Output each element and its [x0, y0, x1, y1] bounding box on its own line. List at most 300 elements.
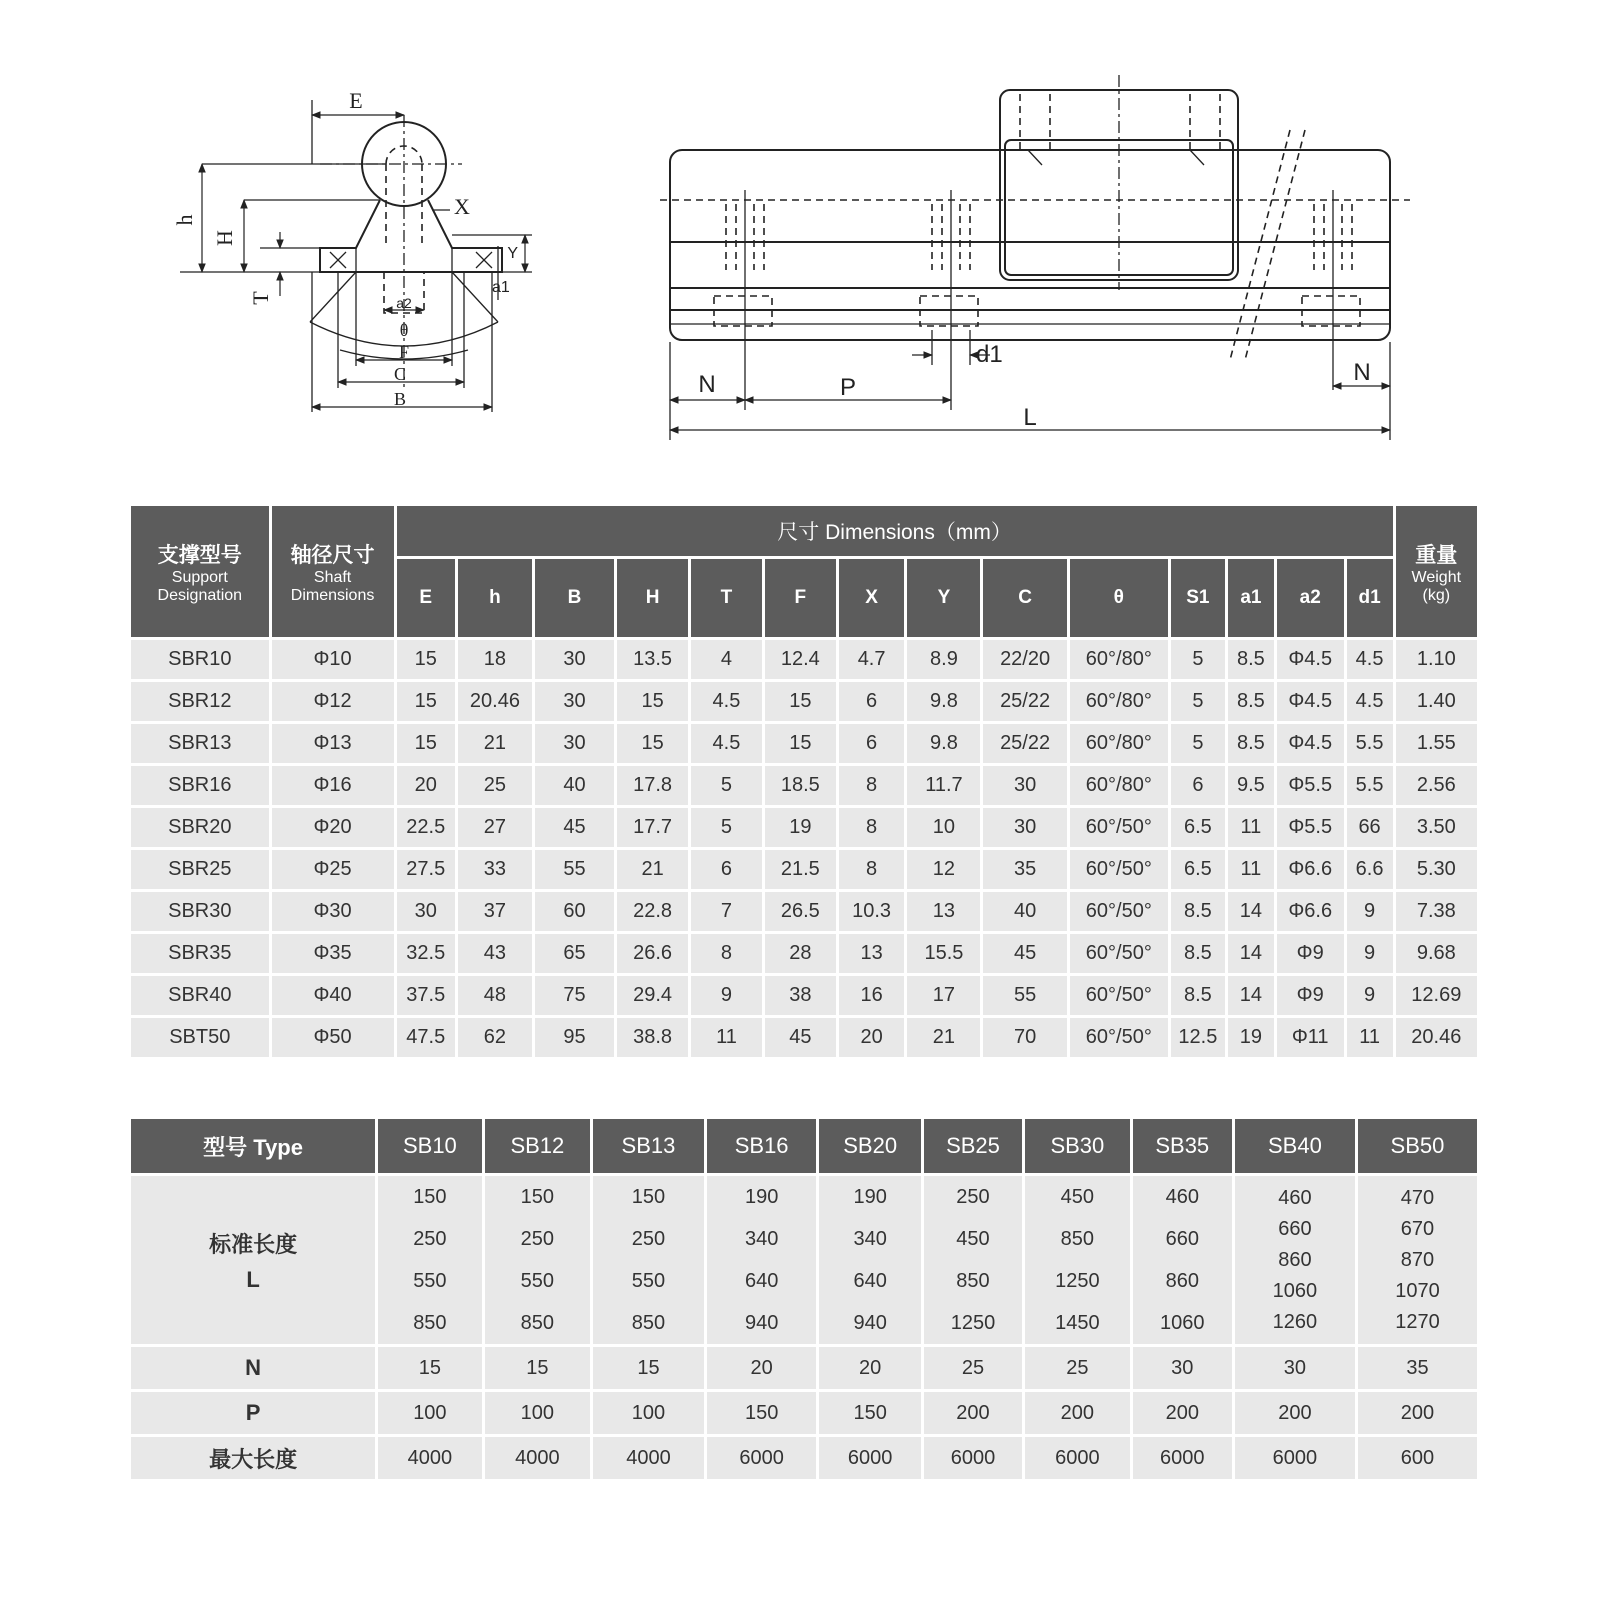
- length-value: 460: [1165, 1186, 1199, 1208]
- length-value: 1060: [1160, 1312, 1205, 1334]
- table-cell: 14: [1228, 976, 1274, 1015]
- table-cell: 6: [1171, 766, 1225, 805]
- length-value: 860: [1165, 1270, 1199, 1292]
- type-header: SB16: [707, 1119, 817, 1173]
- table-cell: 8.5: [1228, 640, 1274, 679]
- table-cell: 4.5: [691, 682, 762, 721]
- table-cell: 40: [535, 766, 614, 805]
- table-cell: 22/20: [983, 640, 1066, 679]
- label-P: P: [839, 374, 857, 401]
- table-cell: 60°/80°: [1070, 766, 1168, 805]
- table-cell: 35: [1358, 1347, 1477, 1389]
- table-row: [131, 808, 1477, 847]
- table-cell: 45: [535, 808, 614, 847]
- table-cell: 55: [535, 850, 614, 889]
- label-a2: a2: [396, 295, 412, 311]
- table-cell: Φ9: [1277, 976, 1344, 1015]
- table-cell: 22.8: [617, 892, 688, 931]
- table-cell: 33: [458, 850, 532, 889]
- table-cell: 15: [765, 682, 836, 721]
- length-value: 940: [744, 1312, 779, 1334]
- table-cell: 150: [707, 1392, 817, 1434]
- table-cell: 60°/50°: [1070, 850, 1168, 889]
- length-cell: [378, 1176, 481, 1344]
- table-cell: 5.30: [1396, 850, 1477, 889]
- column-header: S1: [1171, 559, 1225, 637]
- column-header: F: [765, 559, 836, 637]
- length-value: 640: [744, 1270, 779, 1292]
- table-cell: 9.5: [1228, 766, 1274, 805]
- type-header: SB20: [819, 1119, 920, 1173]
- length-value: 1450: [1055, 1312, 1100, 1334]
- length-value: 1250: [950, 1312, 996, 1334]
- table-cell: 17.7: [617, 808, 688, 847]
- table-cell: 200: [1358, 1392, 1477, 1434]
- table-cell: 20: [839, 1018, 905, 1057]
- table-cell: 45: [765, 1018, 836, 1057]
- table-cell: 70: [983, 1018, 1066, 1057]
- length-value: 850: [413, 1312, 447, 1334]
- table-cell: Φ16: [272, 766, 394, 805]
- table-cell: 1.40: [1396, 682, 1477, 721]
- table-cell: 15: [765, 724, 836, 763]
- label-N-right: N: [1353, 359, 1371, 386]
- table-cell: Φ30: [272, 892, 394, 931]
- table-cell: 30: [983, 766, 1066, 805]
- table-cell: 6000: [924, 1437, 1022, 1479]
- table-cell: 5: [691, 766, 762, 805]
- table-cell: 15: [617, 682, 688, 721]
- table-cell: 62: [458, 1018, 532, 1057]
- column-header: X: [839, 559, 905, 637]
- column-header: T: [691, 559, 762, 637]
- table-cell: 8.5: [1228, 724, 1274, 763]
- table-cell: 29.4: [617, 976, 688, 1015]
- label-T: T: [248, 291, 273, 305]
- table-cell: 20: [819, 1347, 920, 1389]
- table-cell: 200: [1235, 1392, 1355, 1434]
- row-label-max-length: 最大长度: [131, 1437, 375, 1479]
- table-cell: 15: [378, 1347, 481, 1389]
- table-cell: 95: [535, 1018, 614, 1057]
- length-cell: [1133, 1176, 1232, 1344]
- type-table: [128, 1116, 1480, 1482]
- table-cell: 9: [691, 976, 762, 1015]
- length-value: 870: [1400, 1248, 1435, 1271]
- table-cell: 35: [983, 850, 1066, 889]
- table-cell: Φ6.6: [1277, 850, 1344, 889]
- table-cell: 5: [1171, 682, 1225, 721]
- table-cell: 8: [839, 808, 905, 847]
- length-cell: [1358, 1176, 1477, 1344]
- table-cell: 20.46: [1396, 1018, 1477, 1057]
- table-row: [131, 934, 1477, 973]
- table-cell: 9: [1347, 976, 1393, 1015]
- table-cell: 8: [839, 850, 905, 889]
- type-header: SB10: [378, 1119, 481, 1173]
- label-Y: Y: [507, 245, 518, 262]
- length-value: 850: [631, 1312, 666, 1334]
- length-value: 1270: [1395, 1310, 1440, 1333]
- table-cell: 30: [397, 892, 455, 931]
- length-value: 150: [631, 1186, 666, 1208]
- table-cell: SBR13: [131, 724, 269, 763]
- table-cell: 5.5: [1347, 766, 1393, 805]
- length-cell: [485, 1176, 591, 1344]
- header-support-designation: 支撑型号 Support Designation: [131, 506, 269, 637]
- table-row: [131, 976, 1477, 1015]
- table-cell: 12: [907, 850, 980, 889]
- side-view-diagram: [660, 70, 1460, 470]
- table-cell: 6000: [1025, 1437, 1129, 1479]
- table-cell: 48: [458, 976, 532, 1015]
- table-cell: Φ4.5: [1277, 682, 1344, 721]
- table-cell: 5.5: [1347, 724, 1393, 763]
- table-cell: 32.5: [397, 934, 455, 973]
- table-cell: 37.5: [397, 976, 455, 1015]
- type-header: SB35: [1133, 1119, 1232, 1173]
- table-cell: 5: [1171, 724, 1225, 763]
- table-cell: Φ12: [272, 682, 394, 721]
- table-cell: 13: [907, 892, 980, 931]
- table-cell: 60°/50°: [1070, 808, 1168, 847]
- column-header: d1: [1347, 559, 1393, 637]
- table-cell: 14: [1228, 934, 1274, 973]
- length-value: 550: [520, 1270, 555, 1292]
- length-value: 460: [1278, 1186, 1312, 1209]
- table-cell: 47.5: [397, 1018, 455, 1057]
- length-value: 450: [1060, 1186, 1095, 1208]
- row-label-N: N: [131, 1347, 375, 1389]
- table-row: [131, 892, 1477, 931]
- table-cell: SBR35: [131, 934, 269, 973]
- table-cell: Φ35: [272, 934, 394, 973]
- table-cell: 60°/80°: [1070, 682, 1168, 721]
- table-cell: 15.5: [907, 934, 980, 973]
- length-value: 550: [413, 1270, 447, 1292]
- table-cell: 8.5: [1171, 934, 1225, 973]
- table-cell: 21: [458, 724, 532, 763]
- table-cell: 60°/50°: [1070, 1018, 1168, 1057]
- table-cell: 4000: [485, 1437, 591, 1479]
- length-cell: [707, 1176, 817, 1344]
- table-cell: 200: [924, 1392, 1022, 1434]
- table-cell: 20.46: [458, 682, 532, 721]
- table-cell: 18.5: [765, 766, 836, 805]
- table-cell: 10: [907, 808, 980, 847]
- table-cell: 4.5: [1347, 682, 1393, 721]
- table-cell: 4.7: [839, 640, 905, 679]
- label-theta: θ: [399, 320, 409, 340]
- type-header: SB40: [1235, 1119, 1355, 1173]
- table-cell: 26.6: [617, 934, 688, 973]
- table-cell: SBR10: [131, 640, 269, 679]
- label-N-left: N: [698, 371, 716, 398]
- length-cell: [819, 1176, 920, 1344]
- table-cell: 5: [691, 808, 762, 847]
- table-cell: 1.10: [1396, 640, 1477, 679]
- table-cell: 11: [1228, 850, 1274, 889]
- table-cell: 17: [907, 976, 980, 1015]
- table-cell: 15: [397, 640, 455, 679]
- table-cell: 2.56: [1396, 766, 1477, 805]
- table-row: [131, 766, 1477, 805]
- table-cell: 25: [924, 1347, 1022, 1389]
- header-shaft-dimensions: 轴径尺寸 Shaft Dimensions: [272, 506, 394, 637]
- type-header: SB12: [485, 1119, 591, 1173]
- table-cell: Φ11: [1277, 1018, 1344, 1057]
- table-cell: SBT50: [131, 1018, 269, 1057]
- table-cell: 200: [1025, 1392, 1129, 1434]
- table-cell: 4.5: [691, 724, 762, 763]
- table-cell: 100: [485, 1392, 591, 1434]
- length-value: 670: [1400, 1217, 1435, 1240]
- header-dimensions: 尺寸 Dimensions（mm）: [397, 506, 1393, 556]
- table-cell: 21: [617, 850, 688, 889]
- column-header: H: [617, 559, 688, 637]
- table-cell: 60°/50°: [1070, 934, 1168, 973]
- label-B: B: [393, 389, 407, 409]
- table-cell: 26.5: [765, 892, 836, 931]
- length-value: 340: [853, 1228, 887, 1250]
- table-cell: 150: [819, 1392, 920, 1434]
- label-L: L: [1023, 404, 1037, 431]
- table-cell: 65: [535, 934, 614, 973]
- table-cell: 100: [378, 1392, 481, 1434]
- table-cell: 1.55: [1396, 724, 1477, 763]
- table-cell: 6000: [1235, 1437, 1355, 1479]
- table-cell: SBR20: [131, 808, 269, 847]
- table-cell: 11: [1347, 1018, 1393, 1057]
- table-cell: 27.5: [397, 850, 455, 889]
- label-d1: d1: [976, 341, 1003, 368]
- table-cell: 4000: [378, 1437, 481, 1479]
- length-value: 850: [956, 1270, 990, 1292]
- table-cell: 9.8: [907, 682, 980, 721]
- length-value: 190: [744, 1186, 779, 1208]
- table-cell: 30: [1235, 1347, 1355, 1389]
- table-cell: 38: [765, 976, 836, 1015]
- table-cell: 4: [691, 640, 762, 679]
- length-cell: [1025, 1176, 1129, 1344]
- table-cell: Φ50: [272, 1018, 394, 1057]
- table-cell: 7: [691, 892, 762, 931]
- length-cell: [924, 1176, 1022, 1344]
- table-cell: 9.8: [907, 724, 980, 763]
- label-a1: a1: [492, 279, 510, 296]
- table-cell: 6000: [707, 1437, 817, 1479]
- spec-table: [128, 503, 1480, 1060]
- table-cell: 43: [458, 934, 532, 973]
- table-cell: 9: [1347, 892, 1393, 931]
- column-header: C: [983, 559, 1066, 637]
- column-header: E: [397, 559, 455, 637]
- table-cell: Φ10: [272, 640, 394, 679]
- column-header: h: [458, 559, 532, 637]
- table-cell: 28: [765, 934, 836, 973]
- row-label-P: P: [131, 1392, 375, 1434]
- length-value: 660: [1278, 1217, 1312, 1240]
- length-value: 1070: [1395, 1279, 1440, 1302]
- table-cell: Φ5.5: [1277, 808, 1344, 847]
- column-header: a2: [1277, 559, 1344, 637]
- length-value: 250: [413, 1228, 447, 1250]
- table-cell: 15: [397, 724, 455, 763]
- table-cell: SBR12: [131, 682, 269, 721]
- length-value: 250: [631, 1228, 666, 1250]
- table-cell: 25/22: [983, 682, 1066, 721]
- table-cell: 6.5: [1171, 808, 1225, 847]
- table-cell: 8.9: [907, 640, 980, 679]
- table-row: [131, 640, 1477, 679]
- table-cell: 6: [839, 682, 905, 721]
- table-cell: 19: [765, 808, 836, 847]
- table-cell: 15: [593, 1347, 704, 1389]
- table-cell: 11: [691, 1018, 762, 1057]
- label-H: H: [212, 230, 237, 246]
- table-cell: 12.5: [1171, 1018, 1225, 1057]
- table-cell: Φ5.5: [1277, 766, 1344, 805]
- table-cell: 30: [535, 724, 614, 763]
- length-value: 940: [853, 1312, 887, 1334]
- table-cell: 6000: [819, 1437, 920, 1479]
- length-value: 1260: [1272, 1310, 1318, 1333]
- support-body: [320, 200, 502, 272]
- table-cell: 15: [617, 724, 688, 763]
- table-cell: 30: [535, 640, 614, 679]
- table-cell: 4.5: [1347, 640, 1393, 679]
- table-cell: 16: [839, 976, 905, 1015]
- length-value: 150: [413, 1186, 447, 1208]
- table-cell: 55: [983, 976, 1066, 1015]
- table-cell: 5: [1171, 640, 1225, 679]
- table-cell: 13: [839, 934, 905, 973]
- table-cell: 18: [458, 640, 532, 679]
- length-value: 340: [744, 1228, 779, 1250]
- table-cell: 3.50: [1396, 808, 1477, 847]
- length-value: 860: [1278, 1248, 1312, 1271]
- table-cell: Φ25: [272, 850, 394, 889]
- table-row: [131, 850, 1477, 889]
- table-cell: 9.68: [1396, 934, 1477, 973]
- table-cell: 27: [458, 808, 532, 847]
- table-cell: 21.5: [765, 850, 836, 889]
- column-header: a1: [1228, 559, 1274, 637]
- label-E: E: [349, 88, 363, 113]
- table-cell: SBR25: [131, 850, 269, 889]
- table-cell: 600: [1358, 1437, 1477, 1479]
- table-cell: 15: [485, 1347, 591, 1389]
- type-header: SB13: [593, 1119, 704, 1173]
- table-cell: 6.5: [1171, 850, 1225, 889]
- table-cell: 17.8: [617, 766, 688, 805]
- table-cell: 6000: [1133, 1437, 1232, 1479]
- table-cell: SBR16: [131, 766, 269, 805]
- table-cell: Φ4.5: [1277, 724, 1344, 763]
- table-cell: 66: [1347, 808, 1393, 847]
- table-cell: 6: [839, 724, 905, 763]
- length-value: 550: [631, 1270, 666, 1292]
- length-value: 660: [1165, 1228, 1199, 1250]
- table-cell: Φ9: [1277, 934, 1344, 973]
- table-row: [131, 682, 1477, 721]
- table-cell: 75: [535, 976, 614, 1015]
- length-value: 850: [520, 1312, 555, 1334]
- table-row: [131, 1018, 1477, 1057]
- table-cell: 8: [691, 934, 762, 973]
- table-cell: 30: [535, 682, 614, 721]
- label-h: h: [172, 214, 197, 226]
- table-cell: 12.69: [1396, 976, 1477, 1015]
- table-cell: 15: [397, 682, 455, 721]
- table-cell: 60: [535, 892, 614, 931]
- table-cell: 7.38: [1396, 892, 1477, 931]
- label-F: F: [398, 342, 410, 362]
- type-header: SB50: [1358, 1119, 1477, 1173]
- table-cell: Φ20: [272, 808, 394, 847]
- length-value: 470: [1400, 1186, 1435, 1209]
- table-cell: 8.5: [1171, 976, 1225, 1015]
- table-cell: 30: [1133, 1347, 1232, 1389]
- table-cell: Φ40: [272, 976, 394, 1015]
- length-value: 640: [853, 1270, 887, 1292]
- length-value: 1250: [1055, 1270, 1100, 1292]
- table-cell: 45: [983, 934, 1066, 973]
- table-cell: 60°/50°: [1070, 892, 1168, 931]
- table-cell: 11.7: [907, 766, 980, 805]
- table-cell: 14: [1228, 892, 1274, 931]
- table-cell: 8.5: [1171, 892, 1225, 931]
- type-header: SB30: [1025, 1119, 1129, 1173]
- table-cell: 20: [397, 766, 455, 805]
- table-cell: SBR30: [131, 892, 269, 931]
- table-cell: 13.5: [617, 640, 688, 679]
- column-header: Y: [907, 559, 980, 637]
- table-cell: 60°/80°: [1070, 640, 1168, 679]
- table-cell: 25/22: [983, 724, 1066, 763]
- table-cell: 25: [1025, 1347, 1129, 1389]
- label-C: C: [393, 364, 407, 384]
- table-row: [131, 724, 1477, 763]
- length-value: 850: [1060, 1228, 1095, 1250]
- rail-body: [670, 150, 1390, 340]
- table-cell: 200: [1133, 1392, 1232, 1434]
- table-cell: 6.6: [1347, 850, 1393, 889]
- length-value: 450: [956, 1228, 990, 1250]
- header-type: 型号 Type: [131, 1119, 375, 1173]
- table-cell: Φ13: [272, 724, 394, 763]
- table-cell: 19: [1228, 1018, 1274, 1057]
- table-cell: 20: [707, 1347, 817, 1389]
- length-value: 1060: [1272, 1279, 1318, 1302]
- length-value: 150: [520, 1186, 555, 1208]
- table-cell: 10.3: [839, 892, 905, 931]
- table-cell: 37: [458, 892, 532, 931]
- length-cell: [1235, 1176, 1355, 1344]
- table-cell: 60°/50°: [1070, 976, 1168, 1015]
- table-cell: 11: [1228, 808, 1274, 847]
- table-cell: 6: [691, 850, 762, 889]
- table-cell: 8.5: [1228, 682, 1274, 721]
- type-header: SB25: [924, 1119, 1022, 1173]
- table-cell: 40: [983, 892, 1066, 931]
- table-cell: 22.5: [397, 808, 455, 847]
- cross-section-diagram: [160, 60, 720, 500]
- length-value: 250: [956, 1186, 990, 1208]
- table-cell: 60°/80°: [1070, 724, 1168, 763]
- table-cell: 4000: [593, 1437, 704, 1479]
- length-value: 190: [853, 1186, 887, 1208]
